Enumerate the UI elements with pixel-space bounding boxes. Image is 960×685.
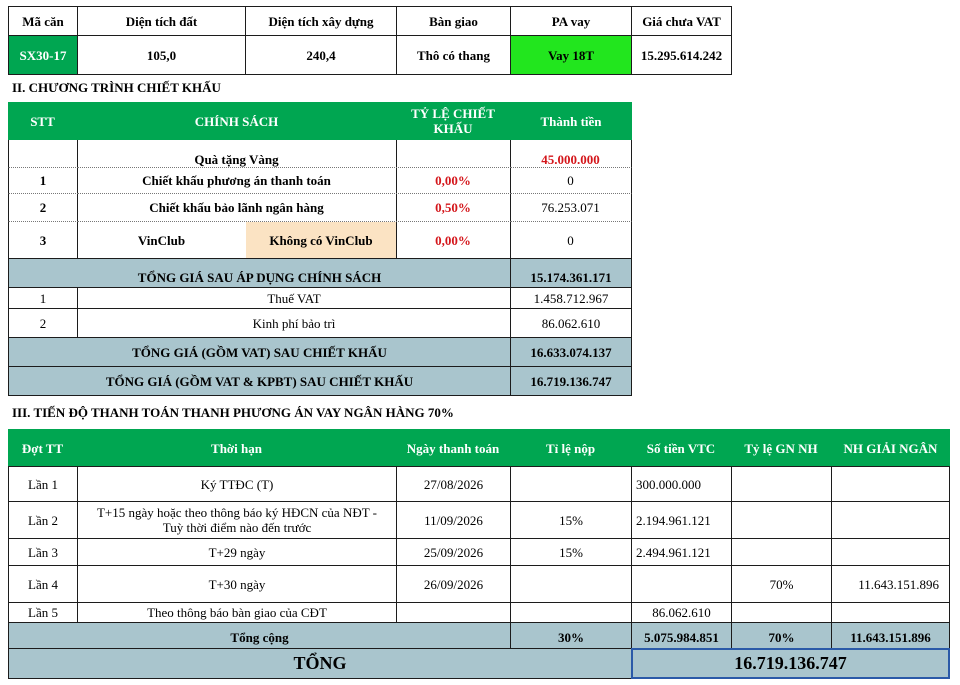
payment-amount: 300.000.000 <box>631 466 732 502</box>
payment-gn-ratio: 70% <box>731 565 832 603</box>
handover-value: Thô có thang <box>396 35 511 75</box>
discount-row-rate: 0,00% <box>396 168 511 194</box>
price-excl-vat-value: 15.295.614.242 <box>631 35 732 75</box>
land-area-value: 105,0 <box>77 35 246 75</box>
gift-label: Quà tặng Vàng <box>77 140 397 168</box>
header-loan-plan: PA vay <box>510 6 632 36</box>
payment-term: T+30 ngày <box>77 565 397 603</box>
payment-date <box>396 602 511 623</box>
payment-disbursed <box>831 538 950 566</box>
payment-phase: Lần 2 <box>8 501 78 539</box>
payment-date: 26/09/2026 <box>396 565 511 603</box>
header-phase: Đợt TT <box>8 429 78 467</box>
payment-gn-ratio <box>731 501 832 539</box>
payment-gn-ratio <box>731 538 832 566</box>
payment-gn-ratio <box>731 466 832 502</box>
payment-term: T+15 ngày hoặc theo thông báo ký HĐCN của NĐT - Tuỳ thời điểm nào đến trước <box>77 501 397 539</box>
discount-row-policy: Chiết khấu phương án thanh toán <box>77 168 397 194</box>
total-incl-vat-kpbt-amount: 16.719.136.747 <box>510 366 632 396</box>
payment-date: 11/09/2026 <box>396 501 511 539</box>
total-incl-vat-amount: 16.633.074.137 <box>510 337 632 367</box>
payment-disbursed <box>831 466 950 502</box>
payment-amount <box>631 565 732 603</box>
gift-stt <box>8 140 78 168</box>
header-gn-ratio: Tỷ lệ GN NH <box>731 429 832 467</box>
discount-row-amount: 76.253.071 <box>510 194 632 222</box>
discount-row-rate: 0,50% <box>396 194 511 222</box>
payment-phase: Lần 4 <box>8 565 78 603</box>
fee-amount-maintenance: 86.062.610 <box>510 308 632 338</box>
vinclub-status: Không có VinClub <box>246 222 397 259</box>
subtotal-disbursed: 11.643.151.896 <box>831 622 950 649</box>
discount-row-stt: 3 <box>8 222 78 259</box>
header-amount: Thành tiền <box>510 102 632 140</box>
header-stt: STT <box>8 102 78 140</box>
total-after-policy-label: TỔNG GIÁ SAU ÁP DỤNG CHÍNH SÁCH <box>8 258 511 288</box>
header-ma-can: Mã căn <box>8 6 78 36</box>
total-incl-vat-kpbt-label: TỔNG GIÁ (GỒM VAT & KPBT) SAU CHIẾT KHẤU <box>8 366 511 396</box>
payment-ratio <box>510 466 632 502</box>
payment-section-title: III. TIẾN ĐỘ THANH TOÁN THANH PHƯƠNG ÁN VAY NGÂN HÀNG 70% <box>12 405 454 420</box>
loan-plan-value: Vay 18T <box>510 35 632 75</box>
payment-phase: Lần 1 <box>8 466 78 502</box>
fee-stt: 1 <box>8 287 78 309</box>
payment-term: Theo thông báo bàn giao của CĐT <box>77 602 397 623</box>
header-payment-date: Ngày thanh toán <box>396 429 511 467</box>
discount-row-amount: 0 <box>510 222 632 259</box>
payment-term: Ký TTĐC (T) <box>77 466 397 502</box>
grand-total-amount[interactable]: 16.719.136.747 <box>631 648 950 679</box>
header-discount-rate: TỶ LỆ CHIẾT KHẤU <box>396 102 511 140</box>
header-land-area: Diện tích đất <box>77 6 246 36</box>
subtotal-ratio: 30% <box>510 622 632 649</box>
header-term: Thời hạn <box>77 429 397 467</box>
payment-phase: Lần 3 <box>8 538 78 566</box>
discount-row-stt: 2 <box>8 194 78 222</box>
header-handover: Bàn giao <box>396 6 511 36</box>
discount-row-amount: 0 <box>510 168 632 194</box>
gift-rate <box>396 140 511 168</box>
payment-ratio <box>510 565 632 603</box>
discount-section-title: II. CHƯƠNG TRÌNH CHIẾT KHẤU <box>12 80 221 95</box>
fee-label-vat: Thuế VAT <box>77 287 511 309</box>
payment-ratio: 15% <box>510 538 632 566</box>
header-bank-disbursed: NH GIẢI NGÂN <box>831 429 950 467</box>
discount-row-policy: Chiết khấu bảo lãnh ngân hàng <box>77 194 397 222</box>
payment-date: 25/09/2026 <box>396 538 511 566</box>
discount-row-policy: VinClub <box>77 222 247 259</box>
fee-amount-vat: 1.458.712.967 <box>510 287 632 309</box>
total-incl-vat-label: TỔNG GIÁ (GỒM VAT) SAU CHIẾT KHẤU <box>8 337 511 367</box>
subtotal-gn-ratio: 70% <box>731 622 832 649</box>
header-policy: CHÍNH SÁCH <box>77 102 397 140</box>
payment-amount: 86.062.610 <box>631 602 732 623</box>
build-area-value: 240,4 <box>245 35 397 75</box>
payment-amount: 2.494.961.121 <box>631 538 732 566</box>
payment-ratio <box>510 602 632 623</box>
payment-disbursed <box>831 602 950 623</box>
payment-date: 27/08/2026 <box>396 466 511 502</box>
payment-ratio: 15% <box>510 501 632 539</box>
total-after-policy-amount: 15.174.361.171 <box>510 258 632 288</box>
subtotal-amount: 5.075.984.851 <box>631 622 732 649</box>
gift-amount: 45.000.000 <box>510 140 632 168</box>
grand-total-label: TỔNG <box>8 648 632 679</box>
payment-disbursed: 11.643.151.896 <box>831 565 950 603</box>
payment-term: T+29 ngày <box>77 538 397 566</box>
unit-code: SX30-17 <box>8 35 78 75</box>
payment-phase: Lần 5 <box>8 602 78 623</box>
discount-row-rate: 0,00% <box>396 222 511 259</box>
fee-stt: 2 <box>8 308 78 338</box>
discount-row-stt: 1 <box>8 168 78 194</box>
fee-label-maintenance: Kinh phí bảo trì <box>77 308 511 338</box>
payment-amount: 2.194.961.121 <box>631 501 732 539</box>
header-build-area: Diện tích xây dựng <box>245 6 397 36</box>
header-vtc-amount: Số tiền VTC <box>631 429 732 467</box>
payment-gn-ratio <box>731 602 832 623</box>
subtotal-label: Tổng cộng <box>8 622 511 649</box>
payment-disbursed <box>831 501 950 539</box>
header-payment-ratio: Tỉ lệ nộp <box>510 429 632 467</box>
header-price-excl-vat: Giá chưa VAT <box>631 6 732 36</box>
